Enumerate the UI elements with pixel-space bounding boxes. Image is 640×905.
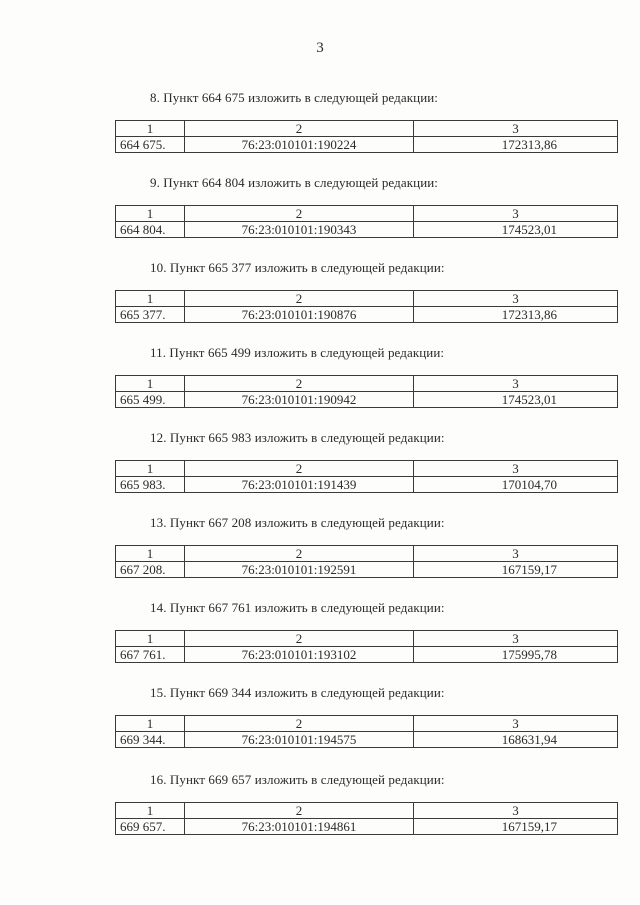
table-header-row: [116, 546, 618, 562]
header-cell: 1: [116, 803, 185, 819]
amendment-table: [115, 120, 618, 153]
table-row: [116, 562, 618, 578]
table-row: [116, 819, 618, 835]
header-cell: 2: [185, 631, 414, 647]
cadastral-number-cell: 76:23:010101:192591: [185, 562, 414, 578]
header-cell: 3: [414, 376, 618, 392]
amendment-heading: 10. Пункт 665 377 изложить в следующей редакции:: [150, 260, 445, 275]
header-cell: 1: [116, 121, 185, 137]
value-cell: 167159,17: [414, 819, 618, 835]
header-cell: 1: [116, 376, 185, 392]
cadastral-number-cell: 76:23:010101:193102: [185, 647, 414, 663]
table-row: [116, 732, 618, 748]
header-cell: 2: [185, 121, 414, 137]
item-number-cell: 665 983.: [116, 477, 185, 493]
cadastral-number-cell: 76:23:010101:190224: [185, 137, 414, 153]
header-cell: 2: [185, 546, 414, 562]
header-cell: 1: [116, 631, 185, 647]
value-cell: 174523,01: [414, 392, 618, 408]
header-cell: 1: [116, 461, 185, 477]
table-header-row: [116, 716, 618, 732]
table-row: [116, 647, 618, 663]
value-cell: 172313,86: [414, 307, 618, 323]
header-cell: 3: [414, 291, 618, 307]
cadastral-number-cell: 76:23:010101:190942: [185, 392, 414, 408]
header-cell: 1: [116, 546, 185, 562]
amendment-heading: 11. Пункт 665 499 изложить в следующей редакции:: [150, 345, 445, 360]
header-cell: 2: [185, 803, 414, 819]
header-cell: 3: [414, 206, 618, 222]
header-cell: 2: [185, 206, 414, 222]
header-cell: 2: [185, 291, 414, 307]
value-cell: 175995,78: [414, 647, 618, 663]
header-cell: 3: [414, 461, 618, 477]
header-cell: 1: [116, 291, 185, 307]
cadastral-number-cell: 76:23:010101:190876: [185, 307, 414, 323]
cadastral-number-cell: 76:23:010101:194861: [185, 819, 414, 835]
value-cell: 167159,17: [414, 562, 618, 578]
header-cell: 2: [185, 376, 414, 392]
table-header-row: [116, 461, 618, 477]
amendment-table: [115, 460, 618, 493]
header-cell: 3: [414, 631, 618, 647]
header-cell: 3: [414, 716, 618, 732]
table-header-row: [116, 121, 618, 137]
amendment-table: [115, 205, 618, 238]
item-number-cell: 665 377.: [116, 307, 185, 323]
header-cell: 3: [414, 121, 618, 137]
value-cell: 174523,01: [414, 222, 618, 238]
item-number-cell: 667 761.: [116, 647, 185, 663]
cadastral-number-cell: 76:23:010101:194575: [185, 732, 414, 748]
amendment-heading: 12. Пункт 665 983 изложить в следующей редакции:: [150, 430, 445, 445]
amendment-table: [115, 545, 618, 578]
item-number-cell: 665 499.: [116, 392, 185, 408]
page-number: 3: [316, 40, 324, 56]
amendment-table: [115, 290, 618, 323]
table-row: [116, 307, 618, 323]
table-header-row: [116, 376, 618, 392]
amendment-heading: 14. Пункт 667 761 изложить в следующей редакции:: [150, 600, 445, 615]
table-header-row: [116, 206, 618, 222]
table-header-row: [116, 291, 618, 307]
item-number-cell: 669 344.: [116, 732, 185, 748]
amendment-table: [115, 715, 618, 748]
header-cell: 1: [116, 716, 185, 732]
table-header-row: [116, 803, 618, 819]
header-cell: 1: [116, 206, 185, 222]
header-cell: 2: [185, 461, 414, 477]
table-row: [116, 137, 618, 153]
amendment-heading: 9. Пункт 664 804 изложить в следующей редакции:: [150, 175, 439, 190]
amendment-table: [115, 630, 618, 663]
cadastral-number-cell: 76:23:010101:190343: [185, 222, 414, 238]
cadastral-number-cell: 76:23:010101:191439: [185, 477, 414, 493]
amendment-heading: 13. Пункт 667 208 изложить в следующей редакции:: [150, 515, 445, 530]
amendment-table: [115, 375, 618, 408]
item-number-cell: 664 675.: [116, 137, 185, 153]
table-header-row: [116, 631, 618, 647]
value-cell: 170104,70: [414, 477, 618, 493]
table-row: [116, 222, 618, 238]
value-cell: 172313,86: [414, 137, 618, 153]
item-number-cell: 664 804.: [116, 222, 185, 238]
header-cell: 2: [185, 716, 414, 732]
table-row: [116, 477, 618, 493]
item-number-cell: 669 657.: [116, 819, 185, 835]
header-cell: 3: [414, 546, 618, 562]
amendment-table: [115, 802, 618, 835]
table-row: [116, 392, 618, 408]
header-cell: 3: [414, 803, 618, 819]
item-number-cell: 667 208.: [116, 562, 185, 578]
amendment-heading: 16. Пункт 669 657 изложить в следующей редакции:: [150, 772, 445, 787]
value-cell: 168631,94: [414, 732, 618, 748]
amendment-heading: 15. Пункт 669 344 изложить в следующей редакции:: [150, 685, 445, 700]
amendment-heading: 8. Пункт 664 675 изложить в следующей редакции:: [150, 90, 439, 105]
